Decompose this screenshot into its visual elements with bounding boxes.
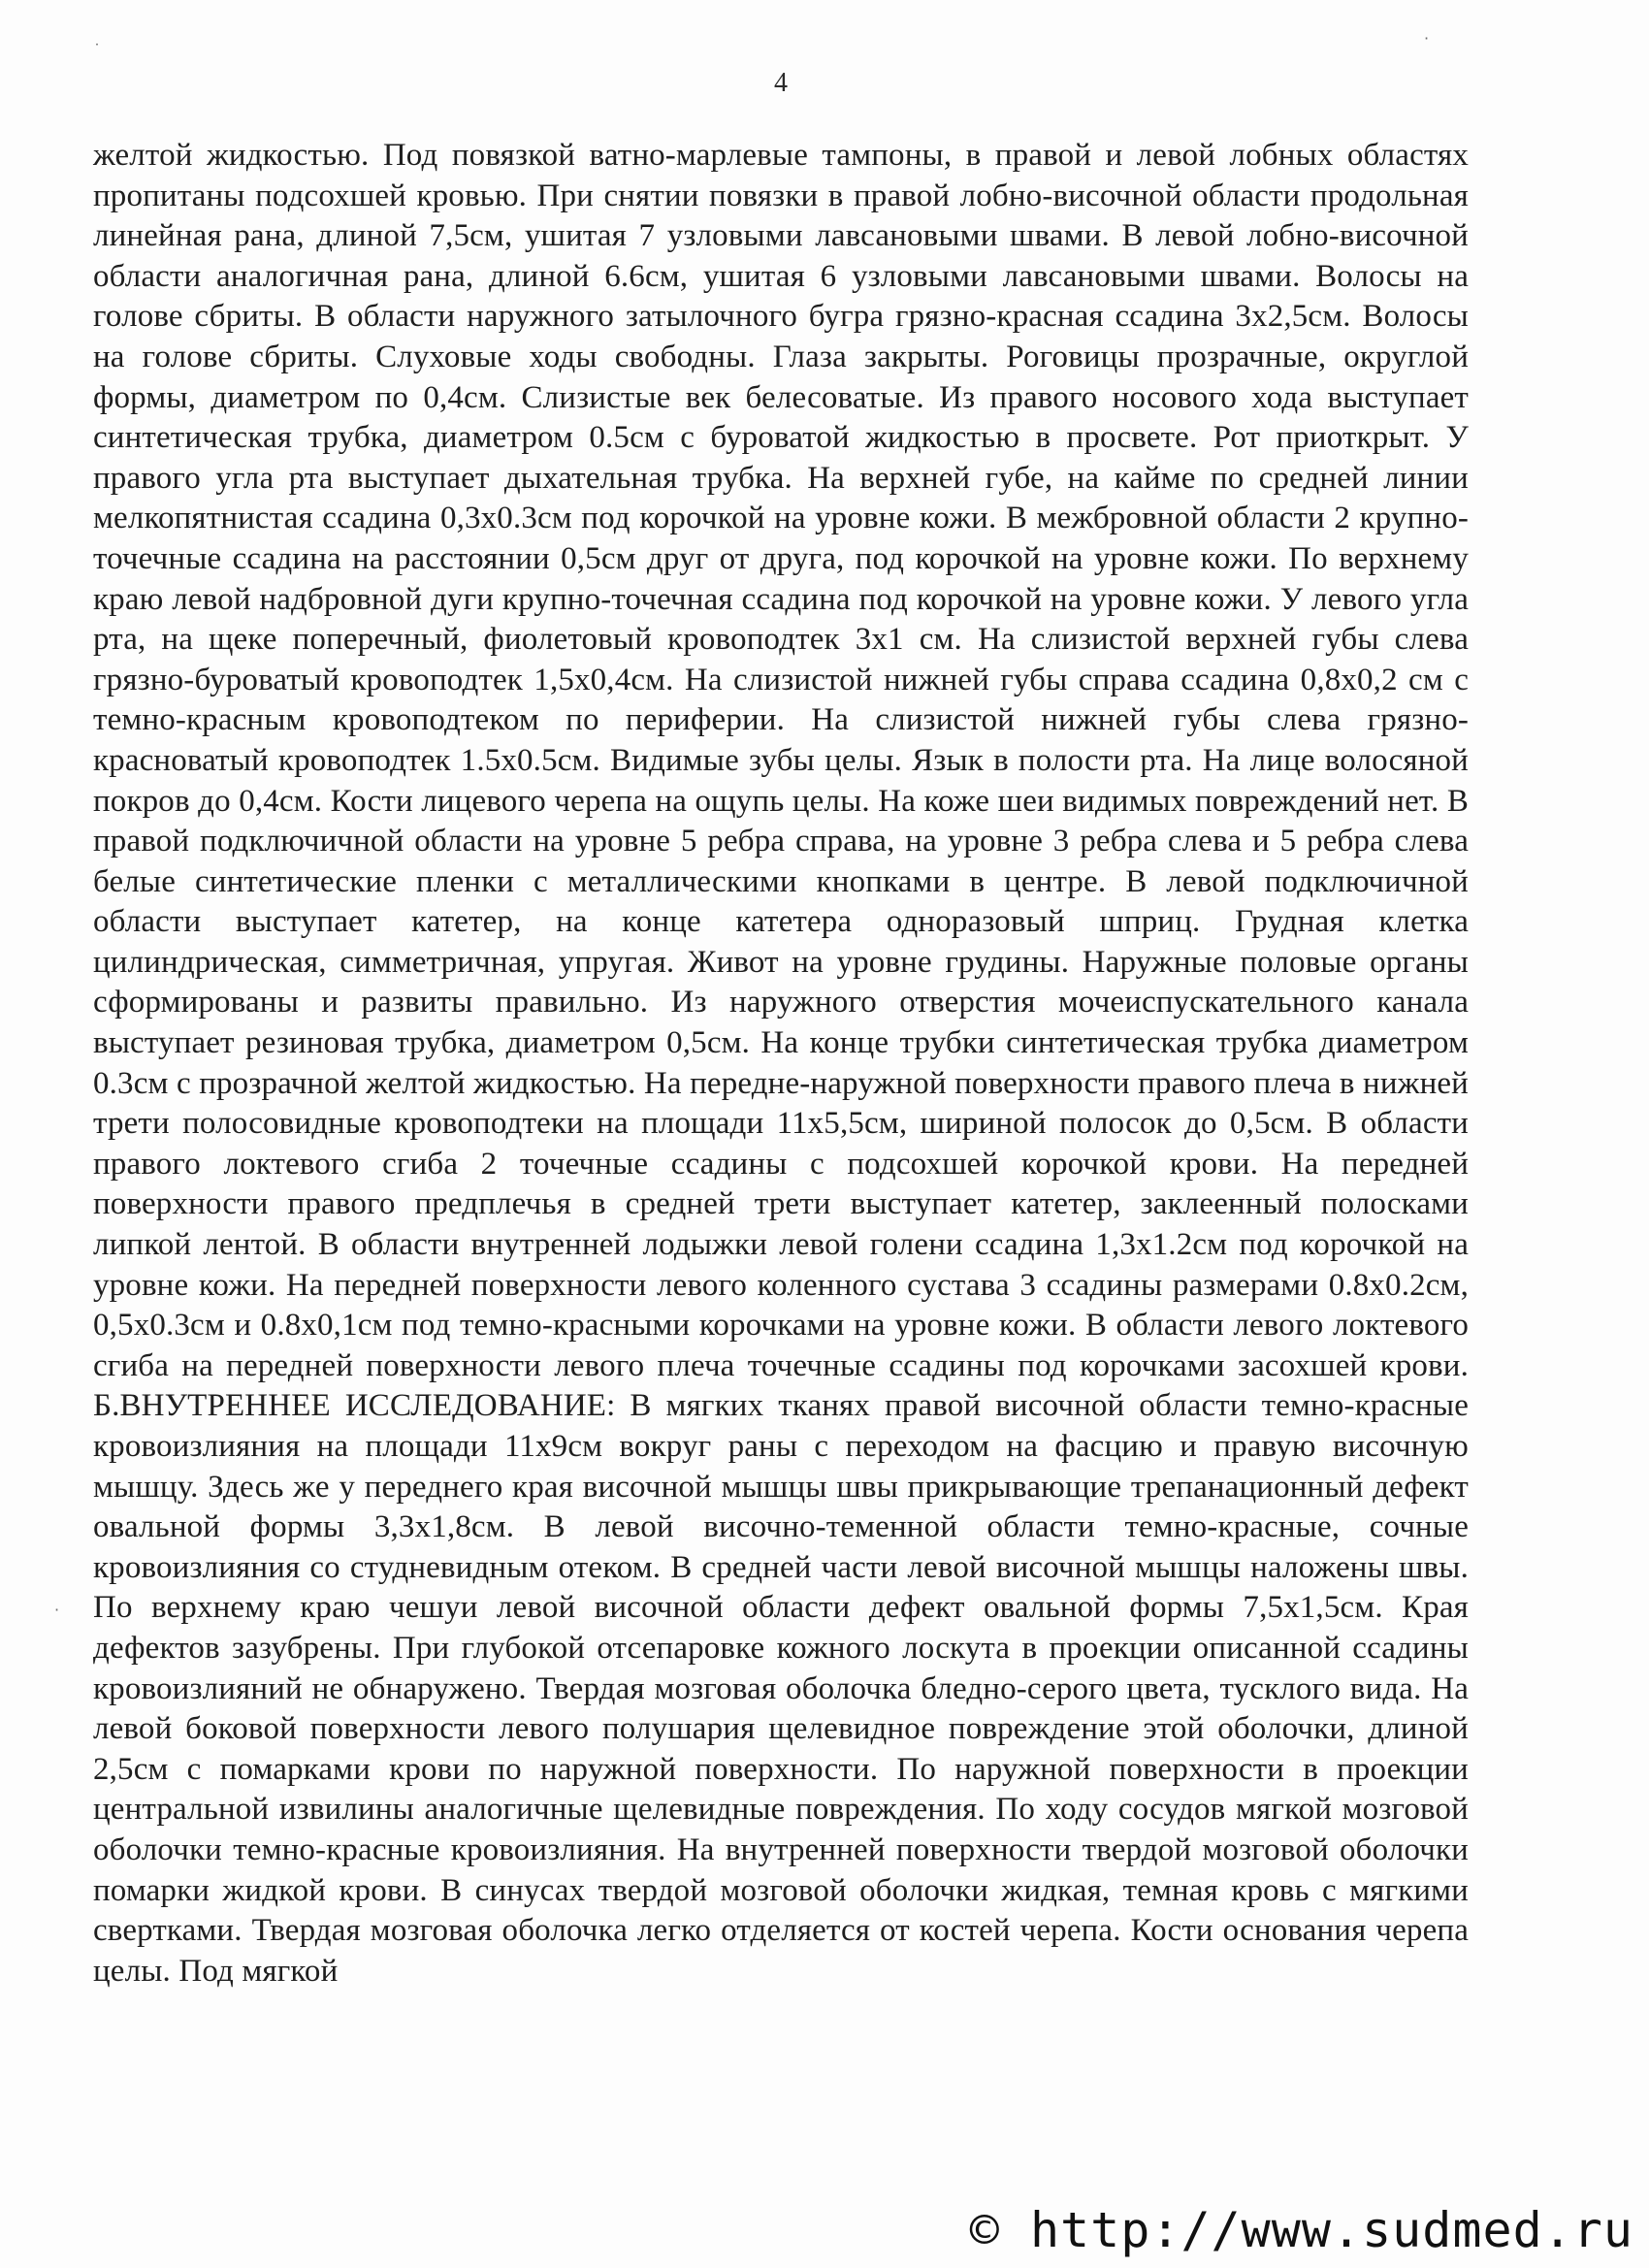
scan-speck: · bbox=[1424, 29, 1430, 48]
page-number: 4 bbox=[774, 68, 788, 98]
document-body bbox=[93, 136, 1469, 1992]
watermark: © http://www.sudmed.ru bbox=[969, 2202, 1633, 2258]
scan-speck: · bbox=[54, 1601, 60, 1619]
body-paragraph: желтой жидкостью. Под повязкой ватно-марлевые тампоны, в правой и левой лобных областях пропитаны подсохшей кровью. При снятии повязки в правой лобно-височной области продольная линейная рана, длиной 7,5см, ушитая 7 узловыми лавсановыми швами. В левой лобно-височной области аналогичная рана, длиной 6.6см, ушитая 6 узловыми лавсановыми швами. Волосы на голове сбриты. В области наружного затылочного бугра грязно-красная ссадина 3х2,5см. Волосы на голове сбриты. Слуховые ходы свободны. Глаза закрыты. Роговицы прозрачные, округлой формы, диаметром по 0,4см. Слизистые век белесоватые. Из правого носового хода выступает синтетическая трубка, диаметром 0.5см с буроватой жидкостью в просвете. Рот приоткрыт. У правого угла рта выступает дыхательная трубка. На верхней губе, на кайме по средней линии мелкопятнистая ссадина 0,3х0.3см под корочкой на уровне кожи. В межбровной области 2 крупно-точечные ссадина на расстоянии 0,5см друг от друга, под корочкой на уровне кожи. По верхнему краю левой надбровной дуги крупно-точечная ссадина под корочкой на уровне кожи. У левого угла рта, на щеке поперечный, фиолетовый кровоподтек 3х1 см. На слизистой верхней губы слева грязно-буроватый кровоподтек 1,5х0,4см. На слизистой нижней губы справа ссадина 0,8х0,2 см с темно-красным кровоподтеком по периферии. На слизистой нижней губы слева грязно-красноватый кровоподтек 1.5х0.5см. Видимые зубы целы. Язык в полости рта. На лице волосяной покров до 0,4см. Кости лицевого черепа на ощупь целы. На коже шеи видимых повреждений нет. В правой подключичной области на уровне 5 ребра справа, на уровне 3 ребра слева и 5 ребра слева белые синтетические пленки с металлическими кнопками в центре. В левой подключичной области выступает катетер, на конце катетера одноразовый шприц. Грудная клетка цилиндрическая, симметричная, упругая. Живот на уровне грудины. Наружные половые органы сформированы и развиты правильно. Из наружного отверстия мочеиспускательного канала выступает резиновая трубка, диаметром 0,5см. На конце трубки синтетическая трубка диаметром 0.3см с прозрачной желтой жидкостью. На передне-наружной поверхности правого плеча в нижней трети полосовидные кровоподтеки на площади 11х5,5см, шириной полосок до 0,5см. В области правого локтевого сгиба 2 точечные ссадины с подсохшей корочкой крови. На передней поверхности правого предплечья в средней трети выступает катетер, заклеенный полосками липкой лентой. В области внутренней лодыжки левой голени ссадина 1,3х1.2см под корочкой на уровне кожи. На передней поверхности левого коленного сустава 3 ссадины размерами 0.8х0.2см, 0,5х0.3см и 0.8х0,1см под темно-красными корочками на уровне кожи. В области левого локтевого сгиба на передней поверхности левого плеча точечные ссадины под корочками засохшей крови. Б.ВНУТРЕННЕЕ ИССЛЕДОВАНИЕ: В мягких тканях правой височной области темно-красные кровоизлияния на площади 11х9см вокруг раны с переходом на фасцию и правую височную мышцу. Здесь же у переднего края височной мышцы швы прикрывающие трепанационный дефект овальной формы 3,3х1,8см. В левой височно-теменной области темно-красные, сочные кровоизлияния со студневидным отеком. В средней части левой височной мышцы наложены швы. По верхнему краю чешуи левой височной области дефект овальной формы 7,5х1,5см. Края дефектов зазубрены. При глубокой отсепаровке кожного лоскута в проекции описанной ссадины кровоизлияний не обнаружено. Твердая мозговая оболочка бледно-серого цвета, тусклого вида. На левой боковой поверхности левого полушария щелевидное повреждение этой оболочки, длиной 2,5см с помарками крови по наружной поверхности. По наружной поверхности в проекции центральной извилины аналогичные щелевидные повреждения. По ходу сосудов мягкой мозговой оболочки темно-красные кровоизлияния. На внутренней поверхности твердой мозговой оболочки помарки жидкой крови. В синусах твердой мозговой оболочки жидкая, темная кровь с мягкими свертками. Твердая мозговая оболочка легко отделяется от костей черепа. Кости основания черепа целы. Под мягкой bbox=[93, 138, 1469, 1989]
scan-speck: ˙ bbox=[93, 41, 101, 59]
